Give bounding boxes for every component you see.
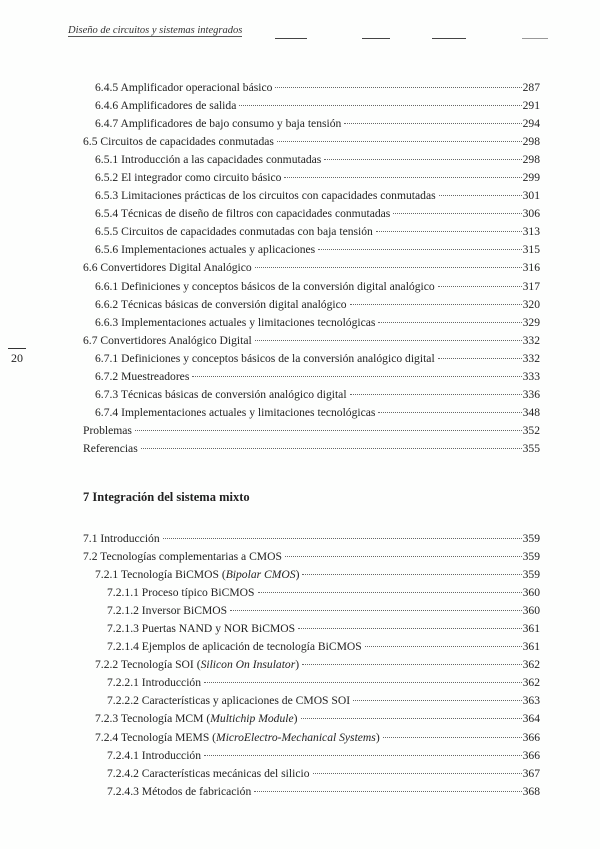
toc-entry-page: 360	[522, 604, 540, 618]
dot-leader	[378, 412, 521, 413]
dot-leader	[204, 682, 522, 683]
toc-entry-title: 7.2.4.3 Métodos de fabricación	[107, 784, 252, 798]
toc-entry[interactable]	[95, 350, 540, 368]
toc-entry-page: 368	[522, 784, 540, 798]
toc-entry[interactable]	[107, 765, 540, 783]
toc-entry[interactable]	[95, 205, 540, 223]
toc-entry[interactable]	[95, 386, 540, 404]
dot-leader	[376, 231, 522, 232]
toc-entry-page: 329	[522, 315, 540, 329]
toc-entry-title: 7.2.4.1 Introducción	[107, 748, 202, 762]
toc-entry[interactable]	[95, 241, 540, 259]
toc-entry-page: 336	[522, 387, 540, 401]
dot-leader	[255, 340, 522, 341]
toc-entry[interactable]	[95, 314, 540, 332]
dot-leader	[277, 141, 522, 142]
dot-leader	[350, 394, 522, 395]
toc-entry[interactable]	[107, 747, 540, 765]
page-number: 20	[8, 348, 26, 366]
toc-entry-title: 6.5.3 Limitaciones prácticas de los circuitos con capacidades conmutadas	[95, 189, 436, 203]
toc-entry-title: 7.2 Tecnologías complementarias a CMOS	[83, 550, 282, 564]
toc-entry-title: 7.2.1.2 Inversor BiCMOS	[107, 604, 228, 618]
dot-leader	[285, 556, 522, 557]
toc-entry-page: 367	[522, 766, 540, 780]
toc-entry-page: 360	[522, 586, 540, 600]
chapter-heading: 7 Integración del sistema mixto	[83, 490, 250, 504]
header-rule	[432, 38, 466, 39]
header-rule	[362, 38, 390, 39]
toc-entry[interactable]	[95, 368, 540, 386]
toc-entry-page: 298	[522, 153, 540, 167]
toc-entry-title: Problemas	[83, 423, 132, 437]
dot-leader	[192, 376, 521, 377]
toc-entry-page: 362	[522, 676, 540, 690]
toc-entry[interactable]	[95, 169, 540, 187]
toc-entry-page: 355	[522, 441, 540, 455]
dot-leader	[318, 249, 521, 250]
toc-entry-page: 362	[522, 658, 540, 672]
toc-entry-page: 332	[522, 351, 540, 365]
dot-leader	[393, 213, 521, 214]
dot-leader	[350, 304, 522, 305]
toc-entry-page: 306	[522, 207, 540, 221]
toc-section-7	[0, 530, 600, 801]
toc-entry-page: 363	[522, 694, 540, 708]
toc-entry-title: 7.1 Introducción	[83, 532, 160, 545]
toc-entry[interactable]	[83, 422, 540, 440]
toc-entry[interactable]	[95, 115, 540, 133]
toc-entry[interactable]	[83, 548, 540, 566]
dot-leader	[378, 322, 521, 323]
toc-entry[interactable]	[107, 638, 540, 656]
dot-leader	[204, 755, 522, 756]
toc-entry-page: 366	[522, 730, 540, 744]
toc-entry-title: 6.5 Circuitos de capacidades conmutadas	[83, 135, 274, 149]
toc-entry[interactable]	[107, 674, 540, 692]
toc-entry-title: 7.2.4.2 Características mecánicas del silicio	[107, 766, 310, 780]
toc-entry[interactable]	[95, 566, 540, 584]
toc-entry[interactable]	[95, 79, 540, 97]
toc-entry-title: 6.4.7 Amplificadores de bajo consumo y baja tensión	[95, 117, 342, 131]
header-rule	[275, 38, 307, 39]
toc-entry-page: 348	[522, 405, 540, 419]
toc-entry-page: 361	[522, 640, 540, 654]
header-rule	[522, 38, 548, 39]
dot-leader	[255, 267, 522, 268]
toc-entry-title: 6.7.3 Técnicas básicas de conversión analógico digital	[95, 387, 347, 401]
running-header: Diseño de circuitos y sistemas integrados	[68, 25, 243, 36]
toc-entry-page: 294	[522, 117, 540, 131]
dot-leader	[439, 195, 522, 196]
toc-entry-title: 6.5.1 Introducción a las capacidades conmutadas	[95, 153, 322, 167]
dot-leader	[135, 430, 522, 431]
dot-leader	[344, 123, 521, 124]
dot-leader	[258, 592, 522, 593]
toc-entry[interactable]	[95, 296, 540, 314]
toc-entry-title: 7.2.1.3 Puertas NAND y NOR BiCMOS	[107, 622, 296, 636]
toc-entry[interactable]	[95, 656, 540, 674]
dot-leader	[284, 177, 521, 178]
toc-entry-page: 320	[522, 297, 540, 311]
toc-entry-title: Referencias	[83, 441, 138, 455]
dot-leader	[230, 610, 521, 611]
toc-entry-title: 6.7.1 Definiciones y conceptos básicos de la conversión analógico digital	[95, 351, 435, 365]
toc-entry-page: 301	[522, 189, 540, 203]
toc-entry[interactable]	[95, 151, 540, 169]
toc-entry-page: 359	[522, 568, 540, 582]
toc-section-6	[0, 79, 600, 458]
toc-entry-page: 291	[522, 99, 540, 113]
toc-entry-title: 6.6 Convertidores Digital Analógico	[83, 261, 252, 275]
dot-leader	[141, 448, 522, 449]
toc-entry-title: 6.5.2 El integrador como circuito básico	[95, 171, 282, 185]
toc-entry[interactable]	[83, 440, 540, 458]
dot-leader	[301, 718, 522, 719]
toc-entry-title: 6.6.3 Implementaciones actuales y limitaciones tecnológicas	[95, 315, 376, 329]
toc-entry[interactable]	[107, 602, 540, 620]
toc-entry[interactable]	[95, 710, 540, 728]
toc-entry[interactable]	[107, 620, 540, 638]
toc-entry[interactable]	[83, 530, 540, 548]
toc-entry[interactable]	[83, 133, 540, 151]
toc-entry[interactable]	[107, 783, 540, 801]
dot-leader	[254, 791, 521, 792]
toc-entry-title: 7.2.1.1 Proceso típico BiCMOS	[107, 586, 255, 600]
toc-entry-title: 6.7.2 Muestreadores	[95, 369, 190, 383]
toc-entry-page: 361	[522, 622, 540, 636]
toc-entry-title: 6.6.2 Técnicas básicas de conversión digital analógico	[95, 297, 347, 311]
toc-entry-page: 317	[522, 279, 540, 293]
toc-entry-page: 352	[522, 423, 540, 437]
dot-leader	[239, 105, 521, 106]
dot-leader	[275, 87, 521, 88]
toc-entry-title: 7.2.2.1 Introducción	[107, 676, 202, 690]
toc-entry-page: 316	[522, 261, 540, 275]
toc-entry[interactable]	[95, 187, 540, 205]
toc-entry-title: 6.7.4 Implementaciones actuales y limitaciones tecnológicas	[95, 405, 376, 419]
toc-entry-title: 6.6.1 Definiciones y conceptos básicos de la conversión digital analógico	[95, 279, 435, 293]
toc-entry[interactable]	[83, 259, 540, 277]
toc-entry-title: 6.5.4 Técnicas de diseño de filtros con capacidades conmutadas	[95, 207, 391, 221]
dot-leader	[302, 574, 521, 575]
toc-entry[interactable]	[83, 332, 540, 350]
toc-entry-title: 6.7 Convertidores Analógico Digital	[83, 333, 252, 347]
toc-entry-page: 333	[522, 369, 540, 383]
toc-entry[interactable]	[107, 584, 540, 602]
toc-entry[interactable]	[95, 729, 540, 747]
dot-leader	[313, 773, 522, 774]
toc-entry-title: 7.2.3 Tecnología MCM (Multichip Module)	[95, 712, 298, 726]
toc-entry-page: 298	[522, 135, 540, 149]
dot-leader	[383, 737, 522, 738]
dot-leader	[298, 628, 522, 629]
toc-entry-title: 6.5.6 Implementaciones actuales y aplicaciones	[95, 243, 316, 257]
toc-entry-page: 359	[522, 532, 540, 545]
toc-entry-title: 7.2.2.2 Características y aplicaciones de CMOS SOI	[107, 694, 351, 708]
toc-entry[interactable]	[107, 692, 540, 710]
dot-leader	[324, 159, 521, 160]
toc-entry-page: 359	[522, 550, 540, 564]
toc-entry[interactable]	[95, 404, 540, 422]
toc-entry-title: 7.2.1 Tecnología BiCMOS (Bipolar CMOS)	[95, 568, 300, 582]
toc-entry-page: 287	[522, 81, 540, 94]
toc-entry-page: 299	[522, 171, 540, 185]
toc-entry-title: 7.2.4 Tecnología MEMS (MicroElectro-Mechanical Systems)	[95, 730, 380, 744]
toc-entry-title: 7.2.2 Tecnología SOI (Silicon On Insulator)	[95, 658, 300, 672]
dot-leader	[302, 664, 521, 665]
toc-entry[interactable]	[95, 223, 540, 241]
dot-leader	[438, 358, 522, 359]
toc-entry-title: 7.2.1.4 Ejemplos de aplicación de tecnología BiCMOS	[107, 640, 362, 654]
toc-entry[interactable]	[95, 97, 540, 115]
dot-leader	[365, 646, 522, 647]
dot-leader	[438, 286, 522, 287]
toc-entry-page: 313	[522, 225, 540, 239]
toc-entry[interactable]	[95, 278, 540, 296]
toc-entry-title: 6.4.5 Amplificador operacional básico	[95, 81, 273, 94]
dot-leader	[353, 700, 522, 701]
dot-leader	[163, 538, 522, 539]
toc-entry-title: 6.4.6 Amplificadores de salida	[95, 99, 237, 113]
toc-entry-page: 315	[522, 243, 540, 257]
toc-entry-page: 332	[522, 333, 540, 347]
toc-entry-page: 364	[522, 712, 540, 726]
toc-entry-page: 366	[522, 748, 540, 762]
toc-entry-title: 6.5.5 Circuitos de capacidades conmutadas con baja tensión	[95, 225, 373, 239]
